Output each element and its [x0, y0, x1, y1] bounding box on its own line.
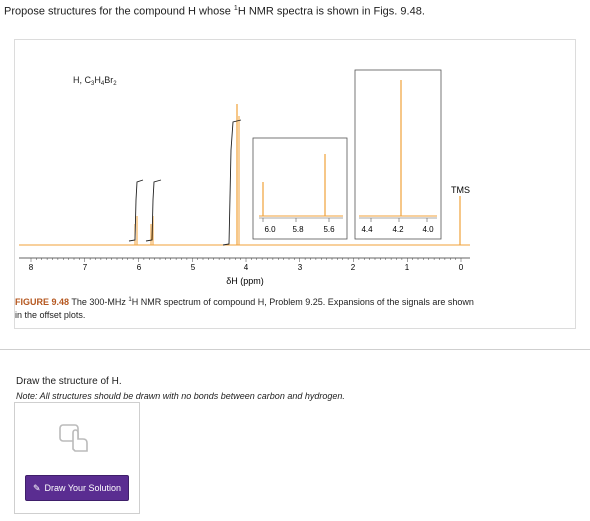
inset1-tick-0: 6.0	[264, 225, 276, 234]
x-tick-2: 2	[350, 263, 356, 272]
question-text: Propose structures for the compound H whose $^1$H NMR spectra is shown in Figs. 9.48.	[4, 5, 425, 18]
caption-label: FIGURE 9.48	[15, 297, 70, 307]
draw-your-solution-button[interactable]	[25, 475, 129, 501]
nmr-spectrum-plot	[15, 40, 575, 328]
inset2-tick-0: 4.4	[361, 225, 373, 234]
hand-pointer-icon	[57, 419, 93, 460]
tms-label: TMS	[451, 185, 470, 195]
inset1-tick-1: 5.8	[292, 225, 304, 234]
x-tick-1: 1	[404, 263, 410, 272]
integral-curve-1	[129, 180, 143, 241]
x-axis-label: δH (ppm)	[226, 276, 264, 286]
integral-curve-3	[223, 120, 241, 245]
x-axis-minor-ticks	[31, 258, 461, 262]
drawing-area[interactable]	[14, 402, 140, 514]
x-tick-4: 4	[243, 263, 249, 272]
x-tick-0: 0	[458, 263, 464, 272]
formula-label: H, $C_3H_4Br_2$	[73, 75, 117, 87]
x-tick-7: 7	[82, 263, 88, 272]
task-prompt: Draw the structure of H.	[16, 376, 122, 387]
x-tick-8: 8	[28, 263, 34, 272]
inset2-tick-2: 4.0	[422, 225, 434, 234]
task-note: Note: All structures should be drawn with no bonds between carbon and hydrogen.	[16, 391, 345, 401]
peak-group-4ppm	[237, 104, 239, 245]
figure-caption: FIGURE 9.48 The 300-MHz $^1$H NMR spectrum of compound H, Problem 9.25. Expansions of the signals are shown in the offset plots.	[15, 297, 474, 320]
inset-box-6ppm	[253, 138, 347, 239]
x-tick-3: 3	[297, 263, 303, 272]
nmr-figure	[14, 39, 576, 329]
draw-button-label: Draw Your Solution	[44, 483, 122, 493]
pencil-icon: ✎	[32, 482, 41, 493]
inset2-tick-1: 4.2	[392, 225, 404, 234]
inset1-tick-2: 5.6	[323, 225, 335, 234]
section-divider	[0, 349, 590, 350]
inset-box-4ppm	[355, 70, 441, 239]
x-tick-6: 6	[136, 263, 142, 272]
x-tick-5: 5	[190, 263, 196, 272]
